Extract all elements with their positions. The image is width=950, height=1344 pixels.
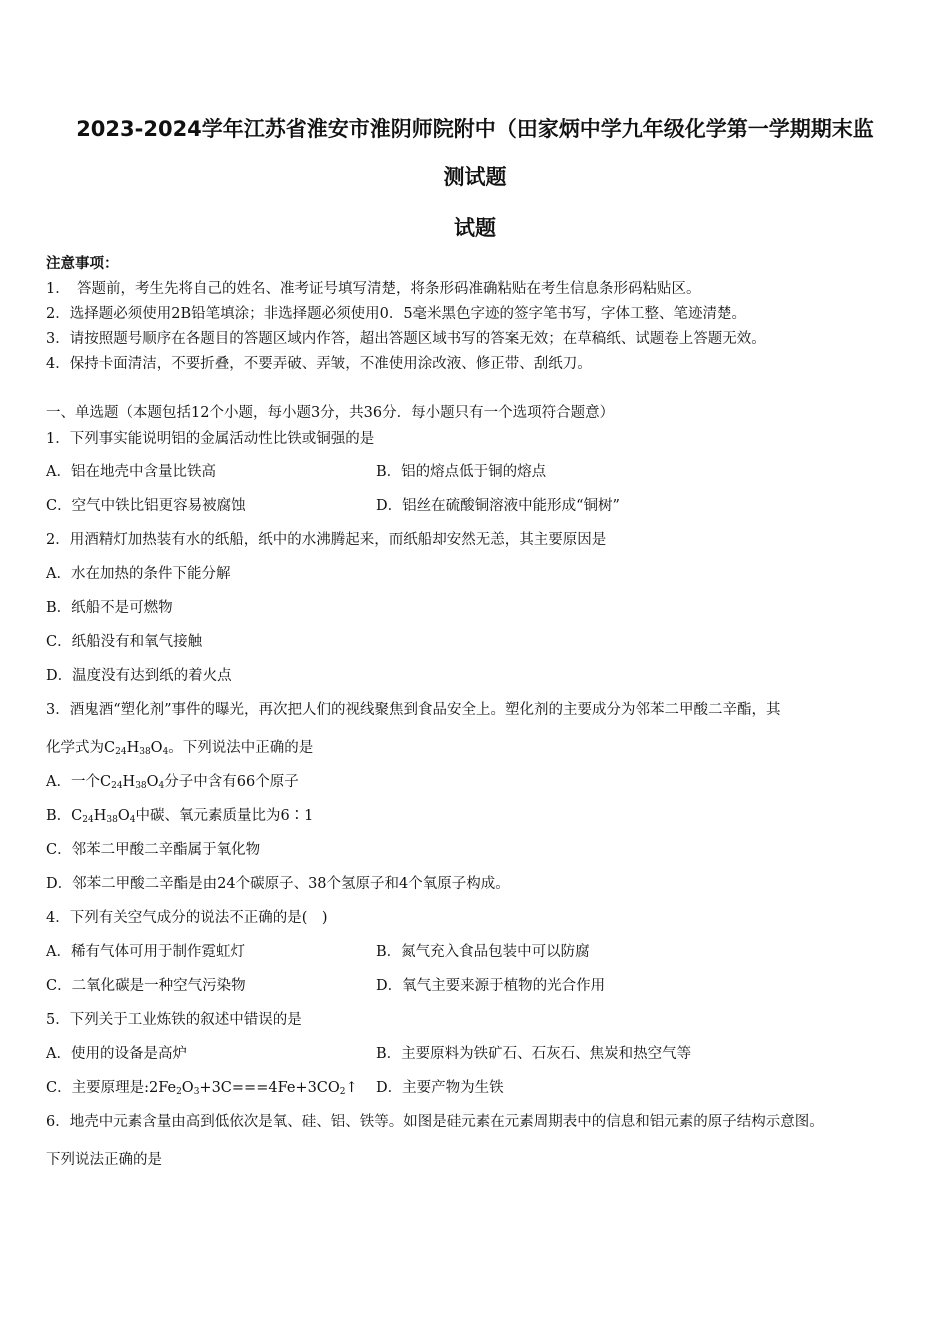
- question-1-stem: 1．下列事实能说明铝的金属活动性比铁或铜强的是: [46, 431, 375, 447]
- chemical-formula: $C_{24}H_{38}O_4$: [71, 808, 136, 825]
- exam-title: 2023-2024学年江苏省淮安市淮阴师院附中（田家炳中学九年级化学第一学期期末监: [76, 117, 874, 141]
- question-1-option-b: B．铝的熔点低于铜的熔点: [376, 464, 547, 480]
- notice-heading: 注意事项：: [46, 255, 119, 272]
- question-5-option-a: A．使用的设备是高炉: [46, 1046, 187, 1062]
- question-5-option-b: B．主要原料为铁矿石、石灰石、焦炭和热空气等: [376, 1046, 692, 1062]
- question-3-option-c: C．邻苯二甲酸二辛酯属于氧化物: [46, 842, 261, 858]
- question-4-option-c: C．二氧化碳是一种空气污染物: [46, 978, 246, 994]
- exam-title-continued: 测试题: [443, 165, 507, 189]
- question-3-option-a: A．一个$C_{24}H_{38}O_4$分子中含有66个原子: [46, 774, 299, 791]
- chemical-formula: $C_{24}H_{38}O_4$: [99, 774, 165, 791]
- question-2-option-b: B．纸船不是可燃物: [46, 600, 173, 616]
- exam-subtitle: 试题: [454, 216, 496, 240]
- question-3-stem-continued: 化学式为$C_{24}H_{38}O_4$。下列说法中正确的是: [46, 740, 314, 757]
- question-2-option-c: C．纸船没有和氧气接触: [46, 634, 203, 650]
- question-5-option-c: C．主要原理是$:2Fe_2O_3+3C===4Fe+3CO_2↑$: [46, 1080, 358, 1097]
- question-4-stem: 4．下列有关空气成分的说法不正确的是( ): [46, 910, 328, 926]
- question-4-option-b: B．氮气充入食品包装中可以防腐: [376, 944, 590, 960]
- notice-item: 3．请按照题号顺序在各题目的答题区域内作答，超出答题区域书写的答案无效；在草稿纸、试题卷上答题无效。: [46, 331, 766, 347]
- question-1-option-c: C．空气中铁比铝更容易被腐蚀: [46, 498, 246, 514]
- question-4-option-d: D．氧气主要来源于植物的光合作用: [376, 978, 606, 994]
- question-1-option-a: A．铝在地壳中含量比铁高: [46, 464, 216, 480]
- question-6-stem: 6．地壳中元素含量由高到低依次是氧、硅、铝、铁等。如图是硅元素在元素周期表中的信息和铝元素的原子结构示意图。: [46, 1114, 824, 1130]
- notice-item: 2．选择题必须使用2B铅笔填涂；非选择题必须使用0．5毫米黑色字迹的签字笔书写，字体工整、笔迹清楚。: [46, 306, 747, 322]
- notice-item: 1． 答题前，考生先将自己的姓名、准考证号填写清楚，将条形码准确粘贴在考生信息条形码粘贴区。: [46, 281, 701, 297]
- notice-item: 4．保持卡面清洁，不要折叠，不要弄破、弄皱，不准使用涂改液、修正带、刮纸刀。: [46, 356, 592, 372]
- question-2-stem: 2．用酒精灯加热装有水的纸船，纸中的水沸腾起来，而纸船却安然无恙，其主要原因是: [46, 532, 607, 548]
- chemical-formula: $C_{24}H_{38}O_4$: [104, 740, 169, 757]
- section-heading: 一、单选题（本题包括12个小题，每小题3分，共36分．每小题只有一个选项符合题意）: [46, 405, 615, 421]
- question-3-stem: 3．酒鬼酒“塑化剂”事件的曝光，再次把人们的视线聚焦到食品安全上。塑化剂的主要成分为邻苯二甲酸二辛酯，其: [46, 702, 781, 718]
- question-6-stem-continued: 下列说法正确的是: [46, 1152, 162, 1168]
- question-5-option-d: D．主要产物为生铁: [376, 1080, 504, 1096]
- question-5-stem: 5．下列关于工业炼铁的叙述中错误的是: [46, 1012, 302, 1028]
- question-1-option-d: D．铝丝在硫酸铜溶液中能形成“铜树”: [376, 498, 620, 514]
- question-2-option-d: D．温度没有达到纸的着火点: [46, 668, 232, 684]
- question-4-option-a: A．稀有气体可用于制作霓虹灯: [46, 944, 245, 960]
- question-3-option-d: D．邻苯二甲酸二辛酯是由24个碳原子、38个氢原子和4个氧原子构成。: [46, 876, 510, 892]
- question-3-option-b: B．$C_{24}H_{38}O_4$中碳、氧元素质量比为6∶1: [46, 808, 314, 825]
- question-2-option-a: A．水在加热的条件下能分解: [46, 566, 231, 582]
